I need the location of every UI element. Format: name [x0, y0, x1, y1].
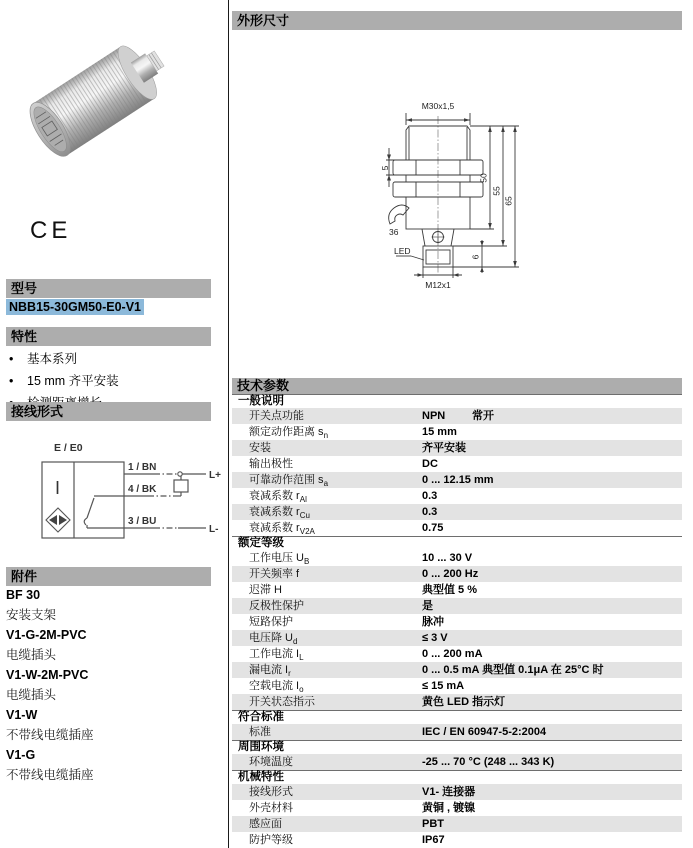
- section-header-tech: 技术参数: [232, 378, 682, 394]
- feature-text: 15 mm 齐平安装: [27, 374, 119, 388]
- tech-row-label: 标准: [249, 726, 271, 738]
- tech-row-label: 开关状态指示: [249, 696, 315, 708]
- tech-row-label-sub: B: [304, 557, 310, 567]
- tech-group-header: 额定等级: [232, 536, 682, 550]
- tech-row-label: 工作电压 $U_B$: [249, 552, 310, 567]
- dimension-drawing: [378, 96, 538, 296]
- tech-table: [232, 394, 682, 848]
- accessory-item: [6, 746, 94, 785]
- wrench-size-label: 36: [389, 227, 399, 237]
- tech-row-label: 工作电流 $I_L$: [249, 648, 304, 663]
- tech-row-value: 0 ... 0.5 mA 典型值 0.1μA 在 25°C 时: [422, 664, 604, 676]
- tech-row-value: ≤ 15 mA: [422, 680, 465, 692]
- tech-row-value: NPN: [422, 410, 446, 422]
- tech-row: [232, 520, 682, 536]
- tech-row: [232, 800, 682, 816]
- wire1-label: 1 / BN: [128, 462, 157, 473]
- section-header-features: 特性: [6, 327, 211, 346]
- tech-row: [232, 614, 682, 630]
- accessory-model: V1-G-2M-PVC: [6, 628, 87, 642]
- accessory-desc: 电缆插头: [6, 648, 57, 662]
- accessory-model: V1-W-2M-PVC: [6, 668, 89, 682]
- tech-row-value: -25 ... 70 °C (248 ... 343 K): [422, 756, 555, 768]
- wiring-type-label: E / E0: [54, 442, 83, 454]
- tech-row: [232, 488, 682, 504]
- tech-row-label-sub: r: [288, 669, 291, 679]
- accessory-desc: 安装支架: [6, 608, 57, 622]
- tech-row-value: 15 mm: [422, 426, 457, 438]
- tech-row-value: 0 ... 12.15 mm: [422, 474, 494, 486]
- thread-size-label: M30x1,5: [421, 101, 455, 111]
- tech-row-label-sub: L: [299, 653, 304, 663]
- tech-row-label: 环境温度: [249, 756, 293, 768]
- tech-row: [232, 784, 682, 800]
- tech-row-label: 衰减系数 $r_{Cu}$: [249, 506, 310, 521]
- load-resistor: [174, 480, 188, 492]
- connector-thread-label: M12x1: [425, 280, 451, 290]
- sensor-output-symbol: I: [55, 478, 61, 498]
- tech-row: [232, 408, 682, 424]
- tech-row-label-sub: n: [323, 431, 329, 441]
- led-label: LED: [394, 246, 411, 256]
- sensor-body: [22, 33, 176, 163]
- tech-row-label: 防护等级: [249, 834, 293, 846]
- tech-row: [232, 694, 682, 710]
- tech-group-header: 机械特性: [232, 770, 682, 784]
- wire2-label: 4 / BK: [128, 484, 157, 495]
- tech-row-value: 10 ... 30 V: [422, 552, 473, 564]
- tech-row-label: 开关点功能: [249, 410, 304, 422]
- tech-row: [232, 816, 682, 832]
- terminal-minus-label: L-: [209, 524, 219, 535]
- tech-row-label: 迟滞 H: [249, 584, 282, 596]
- tech-row: [232, 754, 682, 770]
- model-number: NBB15-30GM50-E0-V1: [6, 299, 144, 315]
- tech-row-value: 是: [422, 600, 433, 612]
- feature-item: [9, 370, 119, 392]
- tech-row-label-sub: d: [293, 637, 298, 647]
- tech-row: [232, 662, 682, 678]
- tech-group-header: 符合标准: [232, 710, 682, 724]
- tech-row-label: 反极性保护: [249, 600, 304, 612]
- tech-row-label: 短路保护: [249, 616, 293, 628]
- junction-node: [178, 472, 182, 476]
- tech-row-value: 脉冲: [422, 616, 444, 628]
- tech-row-value: IEC / EN 60947-5-2:2004: [422, 726, 547, 738]
- section-header-connection: 接线形式: [6, 402, 211, 421]
- tech-row: [232, 566, 682, 582]
- tech-row: [232, 582, 682, 598]
- nut-width-label: 5: [380, 165, 390, 171]
- dim-50-label: 50: [478, 173, 489, 183]
- section-header-model: 型号: [6, 279, 211, 298]
- accessory-desc: 不带线电缆插座: [6, 768, 94, 782]
- tech-row-value: ≤ 3 V: [422, 632, 448, 644]
- tech-row-value: 黄铜 , 镀镍: [422, 802, 476, 814]
- tech-group-header: 周围环境: [232, 740, 682, 754]
- tech-row-value: DC: [422, 458, 438, 470]
- tech-row-value: 0.3: [422, 490, 438, 502]
- tech-row-label-sub: Cu: [299, 511, 310, 521]
- tech-row-label: 漏电流 $I_r$: [249, 664, 291, 679]
- accessory-item: [6, 666, 94, 705]
- section-header-dimensions: 外形尺寸: [232, 11, 682, 30]
- bullet-icon: •: [9, 352, 14, 366]
- tech-row: [232, 630, 682, 646]
- tech-row-value: 齐平安装: [422, 442, 466, 454]
- tech-row: [232, 832, 682, 848]
- tech-row-value2: 常开: [472, 410, 494, 422]
- wiring-diagram: [28, 438, 223, 550]
- tech-row-label: 额定动作距离 $s_n$: [249, 426, 329, 441]
- bullet-icon: •: [9, 374, 14, 388]
- tech-row-label: 开关频率 f: [249, 568, 300, 580]
- column-divider: [228, 0, 229, 848]
- terminal-plus-label: L+: [209, 470, 221, 481]
- tech-row: [232, 550, 682, 566]
- tech-row: [232, 424, 682, 440]
- tech-row-label: 外壳材料: [249, 802, 293, 814]
- tech-row-label: 衰减系数 $r_{V2A}$: [249, 522, 315, 537]
- tech-row-label: 感应面: [249, 818, 282, 830]
- feature-item: [9, 348, 119, 370]
- tech-row-label-sub: a: [323, 479, 329, 489]
- tech-row-value: 0 ... 200 mA: [422, 648, 483, 660]
- tech-row-label: 接线形式: [249, 786, 293, 798]
- ce-mark: CE: [30, 217, 72, 244]
- tech-row: [232, 678, 682, 694]
- tech-row-value: PBT: [422, 818, 444, 830]
- dim-65-label: 65: [503, 196, 514, 206]
- wire3-label: 3 / BU: [128, 516, 157, 527]
- accessory-item: [6, 626, 94, 665]
- tech-row-value: V1- 连接器: [422, 786, 476, 798]
- tech-row: [232, 472, 682, 488]
- tech-row-label: 空载电流 $I_o$: [249, 680, 304, 695]
- accessory-model: V1-G: [6, 748, 36, 762]
- accessory-item: [6, 706, 94, 745]
- tech-row: [232, 598, 682, 614]
- accessory-desc: 电缆插头: [6, 688, 57, 702]
- feature-text: 基本系列: [27, 352, 78, 366]
- tech-row-label: 衰减系数 $r_{Al}$: [249, 490, 307, 505]
- tech-row-value: 0.75: [422, 522, 444, 534]
- tech-row: [232, 440, 682, 456]
- accessory-model: V1-W: [6, 708, 38, 722]
- tech-row-value: 0 ... 200 Hz: [422, 568, 479, 580]
- tech-row-label-sub: V2A: [299, 527, 315, 537]
- tech-row-value: 0.3: [422, 506, 438, 518]
- tech-row-value: IP67: [422, 834, 445, 846]
- tech-row-label-sub: o: [299, 685, 304, 695]
- tech-row-value: 黄色 LED 指示灯: [422, 696, 506, 708]
- tech-row: [232, 456, 682, 472]
- accessory-model: BF 30: [6, 588, 41, 602]
- product-photo: [8, 12, 203, 182]
- tech-row-label-sub: Al: [299, 495, 307, 505]
- inductive-symbol-icon: [46, 508, 70, 532]
- tech-row: [232, 646, 682, 662]
- tech-row: [232, 504, 682, 520]
- tech-group-header: 一般说明: [232, 394, 682, 408]
- tech-row-value: 典型值 5 %: [422, 584, 478, 596]
- dim-6-label: 6: [470, 254, 481, 260]
- accessory-desc: 不带线电缆插座: [6, 728, 94, 742]
- tech-row: [232, 724, 682, 740]
- tech-row-label: 输出极性: [249, 458, 293, 470]
- dim-55-label: 55: [491, 186, 502, 196]
- accessory-item: [6, 586, 94, 625]
- tech-row-label: 可靠动作范围 $s_a$: [249, 474, 329, 489]
- tech-row-label: 安装: [249, 442, 271, 454]
- section-header-accessories: 附件: [6, 567, 211, 586]
- tech-row-label: 电压降 $U_d$: [249, 632, 298, 647]
- accessories-list: [6, 586, 94, 786]
